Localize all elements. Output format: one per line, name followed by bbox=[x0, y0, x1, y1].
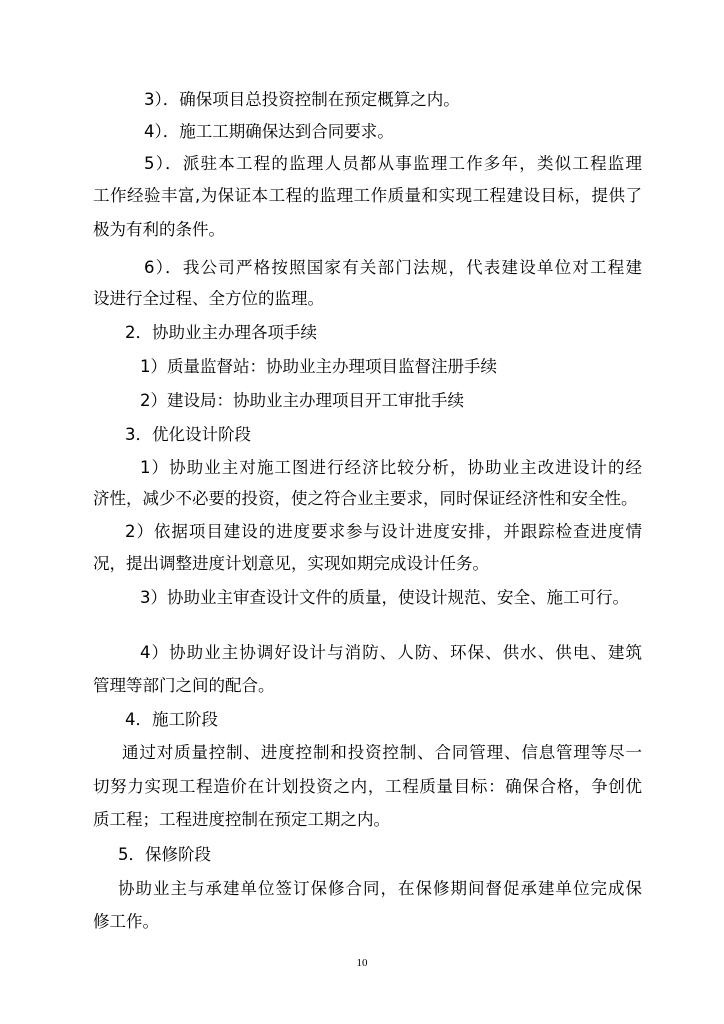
text-line: 3）．确保项目总投资控制在预定概算之内。 bbox=[144, 90, 460, 109]
text-line: 况，提出调整进度计划意见，实现如期完成设计任务。 bbox=[93, 554, 489, 573]
text-line: 质工程；工程进度控制在预定工期之内。 bbox=[93, 810, 390, 829]
text-line: 极为有利的条件。 bbox=[93, 220, 225, 239]
text-line: 切努力实现工程造价在计划投资之内，工程质量目标：确保合格，争创优 bbox=[93, 777, 642, 796]
text-line: 通过对质量控制、进度控制和投资控制、合同管理、信息管理等尽一 bbox=[122, 743, 642, 762]
text-line: 2）依据项目建设的进度要求参与设计进度安排，并跟踪检查进度情 bbox=[125, 522, 642, 541]
text-line: 协助业主与承建单位签订保修合同，在保修期间督促承建单位完成保 bbox=[118, 879, 642, 898]
text-line: 5．保修阶段 bbox=[118, 845, 211, 864]
text-line: 2）建设局：协助业主办理项目开工审批手续 bbox=[140, 391, 464, 410]
text-line: 6）．我公司严格按照国家有关部门法规，代表建设单位对工程建 bbox=[144, 258, 642, 277]
text-line: 3．优化设计阶段 bbox=[125, 425, 251, 444]
text-line: 1）协助业主对施工图进行经济比较分析，协助业主改进设计的经 bbox=[140, 458, 642, 477]
text-line: 1）质量监督站：协助业主办理项目监督注册手续 bbox=[140, 357, 497, 376]
text-line: 5）．派驻本工程的监理人员都从事监理工作多年，类似工程监理 bbox=[144, 154, 642, 173]
text-line: 3）协助业主审查设计文件的质量，使设计规范、安全、施工可行。 bbox=[140, 588, 629, 607]
text-line: 4）．施工工期确保达到合同要求。 bbox=[144, 122, 394, 141]
text-line: 4．施工阶段 bbox=[125, 710, 218, 729]
text-line: 修工作。 bbox=[93, 912, 159, 931]
text-line: 设进行全过程、全方位的监理。 bbox=[93, 289, 324, 308]
text-line: 4）协助业主协调好设计与消防、人防、环保、供水、供电、建筑 bbox=[140, 643, 642, 662]
text-line: 2．协助业主办理各项手续 bbox=[125, 323, 317, 342]
text-line: 管理等部门之间的配合。 bbox=[93, 676, 275, 695]
page-number: 10 bbox=[356, 957, 368, 969]
text-line: 济性，减少不必要的投资，使之符合业主要求，同时保证经济性和安全性。 bbox=[93, 489, 638, 508]
text-line: 工作经验丰富,为保证本工程的监理工作质量和实现工程建设目标，提供了 bbox=[93, 186, 642, 205]
